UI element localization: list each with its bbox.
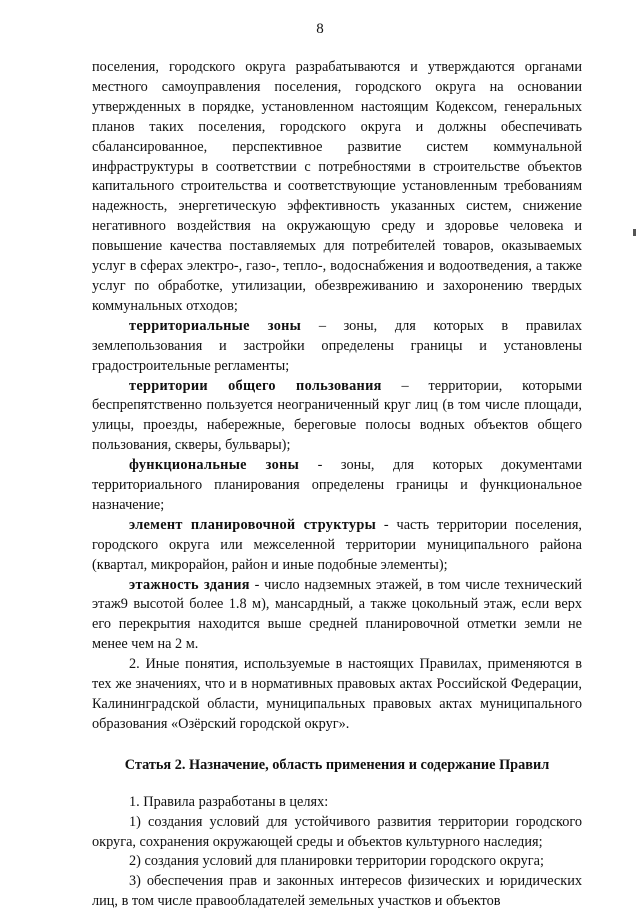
definition-planning-element [92, 516, 582, 576]
definition-term: территориальные зоны [129, 317, 302, 334]
definition-text: – территории, которыми беспрепятственно пользуется неограниченный круг лиц (в том числе площади, улицы, проезды, набережные, береговые полосы водных объектов общего пользования, скверы, бульвары); [92, 377, 582, 454]
definition-term: функциональные зоны [129, 457, 300, 474]
paragraph-other-concepts [92, 655, 582, 735]
definition-public-territories [92, 377, 582, 457]
definition-text: – зоны, для которых в правилах землепользования и застройки определены границы и установлены градостроительные регламенты; [92, 317, 582, 374]
article-heading: Статья 2. Назначение, область применения и содержание Правил [124, 756, 550, 773]
definition-text: - зоны, для которых документами территориального планирования определены границы и функциональное назначение; [92, 457, 582, 513]
definition-text: - число надземных этажей, в том числе технический этаж9 высотой более 1.8 м), мансардный, а также цокольный этаж, если верх его перекрытия находится выше средней планировочной отметки земли не менее чем на 2 м. [92, 576, 582, 653]
paragraph-text: 2. Иные понятия, используемые в настоящих Правилах, применяются в тех же значениях, что и в нормативных правовых актах Российской Федерации, Калининградской области, муниципальных правовых актах муниципального образования «Озёрский городской округ». [92, 656, 582, 732]
document-body [92, 58, 582, 912]
definition-term: элемент планировочной структуры [129, 516, 377, 533]
definition-text: - часть территории поселения, городского округа или межселенной территории муниципального района (квартал, микрорайон, район и иные подобные элементы); [92, 516, 582, 573]
scan-edge-mark [633, 229, 636, 236]
definition-functional-zones [92, 456, 582, 516]
article-paragraph: 3) обеспечения прав и законных интересов физических и юридических лиц, в том числе правообладателей земельных участков и объектов [92, 873, 582, 910]
page-number: 8 [316, 21, 324, 37]
definition-term: этажность здания [129, 576, 250, 593]
definition-territorial-zones [92, 317, 582, 377]
paragraph-text: поселения, городского округа разрабатываются и утверждаются органами местного самоуправления поселения, городского округа на основании утвержденных в порядке, установленном настоящим Кодексом, генеральных планов таких поселения, городского округа и должны обеспечивать сбалансированное, перспективное развитие систем коммунальной инфраструктуры в соответствии с потребностями в строительстве объектов капитального строительства и соответствующие установленным требованиям надежность, энергетическую эффективность указанных систем, снижение негативного воздействия на окружающую среду и здоровье человека и повышение качества поставляемых для потребителей товаров, оказываемых услуг в сферах электро-, газо-, тепло-, водоснабжения и водоотведения, а также услуг по обработке, утилизации, обезвреживанию и захоронению твердых коммунальных отходов; [92, 59, 582, 314]
article-paragraph: 1. Правила разработаны в целях: [129, 793, 329, 810]
article-paragraph: 2) создания условий для планировки территории городского округа; [129, 853, 544, 870]
paragraph-continuation [92, 58, 582, 317]
definition-building-floors [92, 576, 582, 656]
article-paragraph: 1) создания условий для устойчивого развития территории городского округа, сохранения окружающей среды и объектов культурного наследия; [92, 813, 582, 850]
definition-term: территории общего пользования [129, 377, 382, 394]
